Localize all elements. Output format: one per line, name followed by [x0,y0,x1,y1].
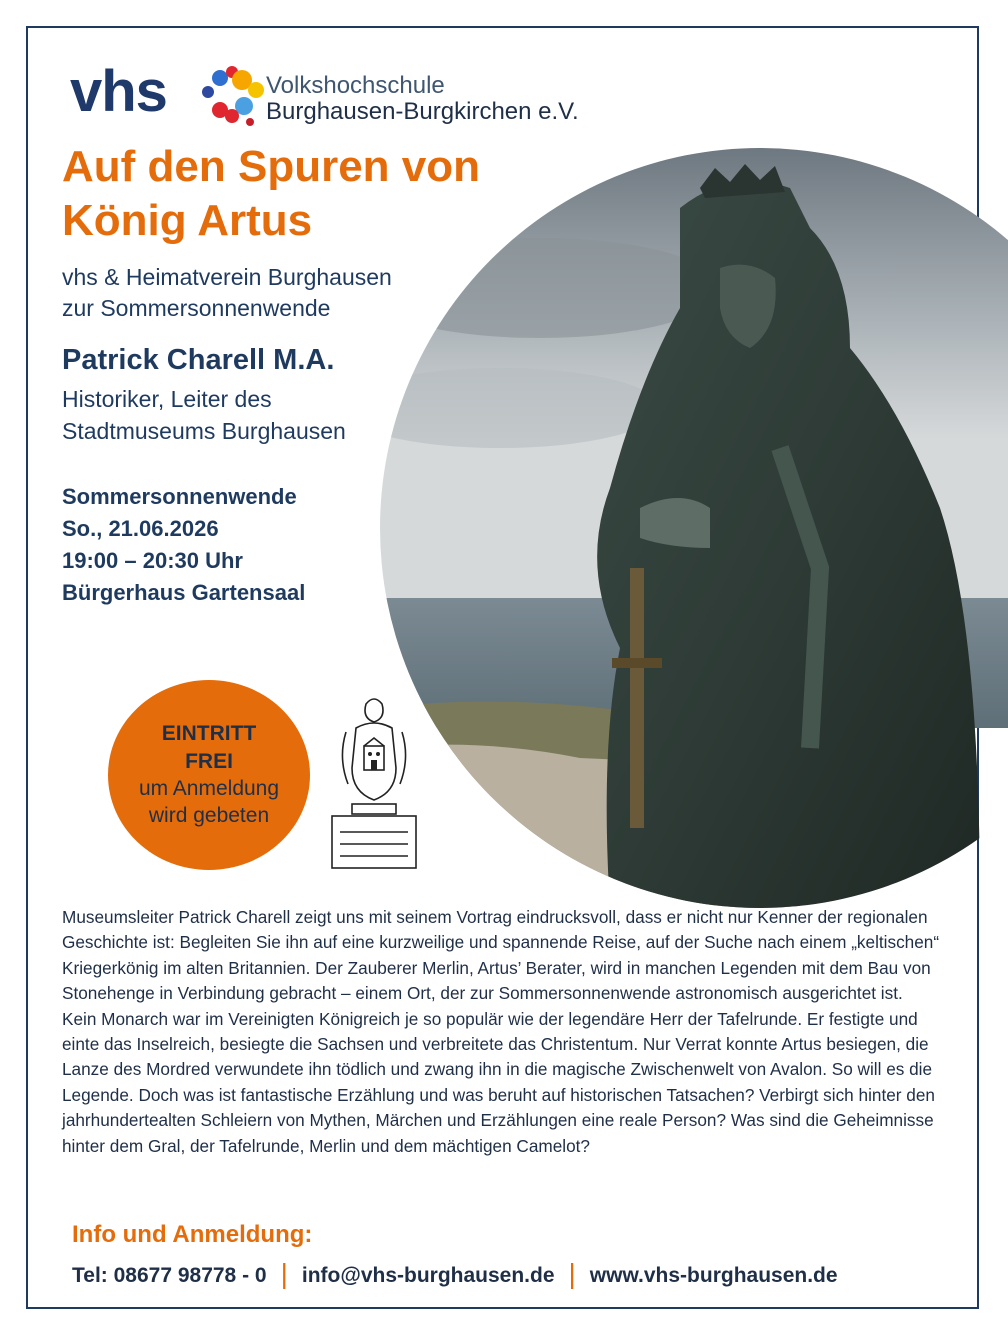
description-paragraph1: Museumsleiter Patrick Charell zeigt uns mit seinem Vortrag eindrucksvoll, dass er nicht nur Kenner der regionalen Geschichte ist: Begleiten Sie ihn auf eine kurzweilige und spannende Reise, auf der Suche nach einem „keltischen“ Kriegerkönig im alten Britannien. Der Zauberer Merlin, Artus’ Berater, wird in manchen Legenden mit dem Bau von Stonehenge in Verbindung gebracht – einem Ort, der zur Sommersonnenwende astronomisch ausgerichtet ist. [62,907,940,1004]
speaker-name: Patrick Charell M.A. [62,344,335,376]
speaker-role-line2: Stadtmuseums Burghausen [62,417,346,444]
logo-wordmark: vhs [70,59,167,124]
org-name-line1: Volkshochschule [266,72,445,99]
museum-crest-icon [326,688,422,874]
event-details [62,481,305,609]
website-link[interactable]: www.vhs-burghausen.de [589,1264,838,1287]
separator: | [280,1258,288,1289]
event-title [62,140,582,247]
speaker-role-line1: Historiker, Leiter des [62,386,272,412]
subtitle-line2: zur Sommersonnenwende [62,295,331,322]
event-subtitle [62,262,392,324]
org-name-line2: Burghausen-Burgkirchen e.V. [266,98,579,125]
event-occasion: Sommersonnenwende [62,484,297,509]
separator: | [568,1258,576,1289]
phone-number: Tel: 08677 98778 - 0 [72,1264,267,1287]
event-venue: Bürgerhaus Gartensaal [62,579,306,605]
info-heading: Info und Anmeldung: [72,1221,313,1248]
email-link[interactable]: info@vhs-burghausen.de [301,1264,555,1287]
badge-line1: EINTRITT [161,722,257,746]
badge-line2: FREI [185,749,233,773]
free-entry-badge [108,680,310,870]
event-description [62,905,952,1159]
badge-line4: wird gebeten [148,804,270,828]
description-paragraph2: Kein Monarch war im Vereinigten Königreich je so populär wie der legendäre Herr der Tafelrunde. Er festigte und einte das Inselreich, besiegte die Sachsen und verbreitete das Christentum. Nur Verrat konnte Artus besiegen, die Lanze des Mordred verwundete ihn tödlich und zwang ihn in die magische Zwischenwelt von Avalon. So will es die Legende. Doch was ist fantastische Erzählung und was beruht auf historischen Tatsachen? Verbirgt sich hinter den jahrhundertealten Schleiern von Mythen, Märchen und Erzählungen eine reale Person? Was sind die Geheimnisse hinter dem Gral, der Tafelrunde, Merlin und dem mächtigen Camelot? [62,1008,935,1156]
title-line2: König Artus [62,195,313,245]
contact-line [72,1260,838,1292]
title-line1: Auf den Spuren von [62,142,480,191]
event-date: So., 21.06.2026 [62,515,219,541]
subtitle-line1: vhs & Heimatverein Burghausen [62,264,392,290]
badge-line3: um Anmeldung [138,777,280,800]
event-time: 19:00 – 20:30 Uhr [62,547,243,573]
speaker-role [62,384,346,447]
